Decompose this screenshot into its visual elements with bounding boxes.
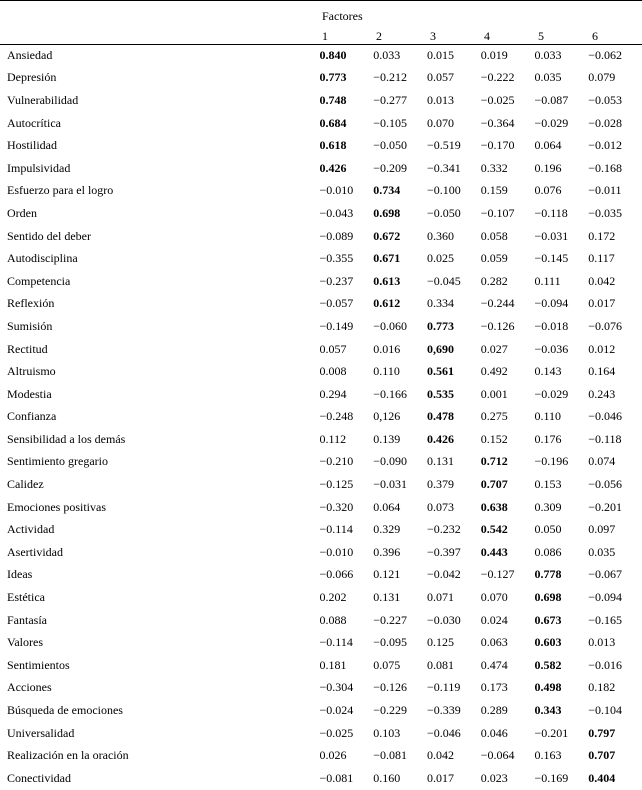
loading-factor-4: 0.059 (480, 251, 508, 266)
table-row (0, 315, 642, 338)
row-label: Valores (7, 635, 43, 650)
loading-factor-2: −0.095 (373, 635, 408, 650)
loading-factor-3: −0.046 (427, 725, 461, 740)
loading-factor-4: 0.024 (480, 612, 508, 627)
row-label: Confianza (7, 409, 57, 424)
loading-factor-5: −0.031 (534, 228, 569, 243)
loading-factor-4: 0.474 (480, 657, 508, 672)
loading-factor-6: −0.053 (588, 92, 622, 107)
row-label: Universalidad (7, 725, 75, 740)
table-row (0, 451, 642, 474)
loading-factor-4: 0.019 (480, 47, 508, 62)
loading-factor-2: −0.105 (373, 115, 408, 130)
row-label: Ansiedad (7, 47, 53, 62)
loading-factor-5: 0.603 (534, 635, 562, 650)
loading-factor-3: −0.339 (427, 703, 461, 718)
loading-factor-1: −0.210 (319, 454, 354, 469)
loading-factor-5: −0.145 (534, 251, 569, 266)
loading-factor-3: 0.426 (427, 431, 454, 446)
loading-factor-1: −0.066 (319, 567, 354, 582)
loading-factor-3: 0.042 (427, 748, 454, 763)
loading-factor-1: 0.294 (319, 386, 347, 401)
factor-header-1: 1 (322, 29, 328, 43)
row-label: Vulnerabilidad (7, 92, 79, 107)
loading-factor-4: 0.027 (480, 341, 508, 356)
loading-factor-5: −0.201 (534, 725, 569, 740)
loading-factor-2: 0.612 (373, 296, 401, 311)
loading-factor-5: 0.050 (534, 522, 562, 537)
loading-factor-4: 0.046 (480, 725, 508, 740)
loading-factor-1: 0.026 (319, 748, 347, 763)
loading-factor-1: 0.426 (319, 160, 347, 175)
loading-factor-1: −0.089 (319, 228, 354, 243)
table-row (0, 541, 642, 564)
loading-factor-6: 0.117 (588, 251, 615, 266)
loading-factor-4: −0.126 (480, 318, 515, 333)
loading-factor-1: −0.114 (319, 522, 353, 537)
loading-factor-5: 0.498 (534, 680, 562, 695)
factor-loadings-table (0, 44, 642, 790)
loading-factor-6: −0.076 (588, 318, 622, 333)
row-label: Reflexión (7, 296, 55, 311)
table-row (0, 518, 642, 541)
loading-factor-2: −0.060 (373, 318, 408, 333)
loading-factor-6: 0.404 (588, 770, 616, 785)
loading-factor-5: −0.169 (534, 770, 569, 785)
table-row (0, 338, 642, 361)
row-label: Orden (7, 205, 37, 220)
loading-factor-6: 0.079 (588, 70, 616, 85)
loading-factor-4: 0.001 (480, 386, 508, 401)
loading-factor-2: 0.075 (373, 657, 401, 672)
row-label: Rectitud (7, 341, 48, 356)
loading-factor-1: −0.010 (319, 183, 354, 198)
row-label: Modestia (7, 386, 52, 401)
loading-factor-4: 0.542 (480, 522, 508, 537)
row-label: Sumisión (7, 318, 53, 333)
loading-factor-1: −0.355 (319, 251, 354, 266)
loading-factor-1: 0.773 (319, 70, 347, 85)
loading-factor-1: 0.684 (319, 115, 347, 130)
loading-factor-6: −0.201 (588, 499, 622, 514)
loading-factor-6: 0.017 (588, 296, 616, 311)
loading-factor-4: 0.023 (480, 770, 508, 785)
loading-factor-1: 0.181 (319, 657, 347, 672)
loading-factor-2: −0.277 (373, 92, 408, 107)
loading-factor-5: 0.086 (534, 544, 562, 559)
loading-factor-4: −0.364 (480, 115, 515, 130)
loading-factor-6: 0.182 (588, 680, 616, 695)
loading-factor-4: 0.707 (480, 477, 508, 492)
loading-factor-6: 0.172 (588, 228, 616, 243)
table-row (0, 767, 642, 790)
loading-factor-3: 0.125 (427, 635, 454, 650)
loading-factor-3: −0.030 (427, 612, 461, 627)
loading-factor-5: 0.698 (534, 590, 562, 605)
row-label: Depresión (7, 70, 57, 85)
table-row (0, 383, 642, 406)
loading-factor-2: −0.126 (373, 680, 408, 695)
loading-factor-3: 0.073 (427, 499, 454, 514)
loading-factor-2: −0.212 (373, 70, 408, 85)
loading-factor-6: −0.094 (588, 590, 622, 605)
table-row (0, 225, 642, 248)
loading-factor-4: 0.443 (480, 544, 508, 559)
row-label: Sentido del deber (7, 228, 91, 243)
loading-factor-6: −0.062 (588, 47, 622, 62)
row-label: Sensibilidad a los demás (7, 431, 126, 446)
table-row (0, 89, 642, 112)
loading-factor-3: 0.025 (427, 251, 454, 266)
loading-factor-4: 0.289 (480, 703, 508, 718)
loading-factor-2: 0.110 (373, 364, 400, 379)
loading-factor-6: −0.046 (588, 409, 622, 424)
loading-factor-3: 0.561 (427, 364, 454, 379)
loading-factor-5: −0.196 (534, 454, 569, 469)
loading-factor-1: 0.112 (319, 431, 347, 446)
table-row (0, 609, 642, 632)
loading-factor-1: 0.748 (319, 92, 347, 107)
loading-factor-1: −0.024 (319, 703, 354, 718)
loading-factor-3: 0.017 (427, 770, 454, 785)
table-row (0, 654, 642, 677)
loading-factor-1: −0.057 (319, 296, 354, 311)
loading-factor-4: −0.064 (480, 748, 515, 763)
loading-factor-6: −0.056 (588, 477, 622, 492)
row-label: Altruismo (7, 364, 56, 379)
loading-factor-3: 0.478 (427, 409, 454, 424)
row-label: Hostilidad (7, 138, 57, 153)
table-row (0, 44, 642, 67)
loading-factor-4: −0.170 (480, 138, 515, 153)
table-row (0, 722, 642, 745)
loading-factor-2: 0.734 (373, 183, 401, 198)
loading-factor-3: −0.519 (427, 138, 461, 153)
factor-header-6: 6 (592, 29, 598, 43)
factor-header-3: 3 (430, 29, 436, 43)
loading-factor-3: 0.013 (427, 92, 454, 107)
loading-factor-5: 0.076 (534, 183, 562, 198)
table-row (0, 134, 642, 157)
loading-factor-5: 0.176 (534, 431, 562, 446)
loading-factor-6: −0.118 (588, 431, 622, 446)
loading-factor-1: −0.081 (319, 770, 354, 785)
loading-factor-6: 0.013 (588, 635, 616, 650)
top-rule (0, 0, 642, 1)
table-row (0, 112, 642, 135)
loading-factor-5: 0.111 (534, 273, 561, 288)
factor-header-4: 4 (484, 29, 490, 43)
loading-factor-5: −0.036 (534, 341, 569, 356)
table-row (0, 360, 642, 383)
factor-header-2: 2 (376, 29, 382, 43)
loading-factor-6: −0.067 (588, 567, 622, 582)
loading-factor-5: 0.035 (534, 70, 562, 85)
loading-factor-5: 0.163 (534, 748, 562, 763)
loading-factor-3: 0.360 (427, 228, 454, 243)
table-row (0, 202, 642, 225)
loading-factor-6: −0.016 (588, 657, 622, 672)
row-label: Fantasía (7, 612, 47, 627)
loading-factor-5: −0.087 (534, 92, 569, 107)
loading-factor-3: 0.334 (427, 296, 454, 311)
loading-factor-4: 0.638 (480, 499, 508, 514)
row-label: Asertividad (7, 544, 63, 559)
loading-factor-3: 0.070 (427, 115, 454, 130)
loading-factor-6: 0.035 (588, 544, 616, 559)
loading-factor-1: 0.840 (319, 47, 347, 62)
loading-factor-6: −0.168 (588, 160, 622, 175)
row-label: Sentimiento gregario (7, 454, 108, 469)
table-row (0, 744, 642, 767)
loading-factor-5: 0.153 (534, 477, 562, 492)
loading-factor-1: −0.149 (319, 318, 354, 333)
row-label: Calidez (7, 477, 44, 492)
factors-group-header: Factores (322, 9, 363, 23)
row-label: Esfuerzo para el logro (7, 183, 114, 198)
loading-factor-6: 0.097 (588, 522, 616, 537)
loading-factor-6: 0.707 (588, 748, 616, 763)
loading-factor-1: −0.043 (319, 205, 354, 220)
table-row (0, 496, 642, 519)
row-label: Impulsividad (7, 160, 71, 175)
loading-factor-5: −0.018 (534, 318, 569, 333)
loading-factor-6: −0.012 (588, 138, 622, 153)
loading-factor-6: 0.164 (588, 364, 616, 379)
loading-factor-4: −0.127 (480, 567, 515, 582)
loading-factor-4: 0.332 (480, 160, 508, 175)
loading-factor-5: 0.582 (534, 657, 562, 672)
row-label: Búsqueda de emociones (7, 703, 123, 718)
loading-factor-1: −0.248 (319, 409, 354, 424)
loading-factor-1: −0.237 (319, 273, 354, 288)
table-row (0, 428, 642, 451)
loading-factor-3: 0.773 (427, 318, 454, 333)
loading-factor-3: −0.119 (427, 680, 461, 695)
loading-factor-5: 0.673 (534, 612, 562, 627)
loading-factor-3: −0.042 (427, 567, 461, 582)
table-row (0, 699, 642, 722)
table-row (0, 180, 642, 203)
loading-factor-2: 0.396 (373, 544, 401, 559)
table-row (0, 473, 642, 496)
loading-factor-1: −0.320 (319, 499, 354, 514)
loading-factor-4: −0.222 (480, 70, 515, 85)
loading-factor-2: −0.031 (373, 477, 408, 492)
loading-factor-1: −0.125 (319, 477, 354, 492)
loading-factor-4: 0.282 (480, 273, 508, 288)
loading-factor-2: −0.229 (373, 703, 408, 718)
loading-factor-2: 0.121 (373, 567, 401, 582)
loading-factor-5: 0.110 (534, 409, 562, 424)
loading-factor-2: −0.090 (373, 454, 408, 469)
loading-factor-2: 0,126 (373, 409, 401, 424)
loading-factor-1: −0.010 (319, 544, 354, 559)
loading-factor-5: 0.143 (534, 364, 562, 379)
loading-factor-2: 0.672 (373, 228, 401, 243)
loading-factor-1: −0.114 (319, 635, 353, 650)
loading-factor-4: 0.159 (480, 183, 508, 198)
loading-factor-1: −0.304 (319, 680, 354, 695)
loading-factor-4: −0.025 (480, 92, 515, 107)
loading-factor-1: 0.088 (319, 612, 347, 627)
loading-factor-3: 0.535 (427, 386, 454, 401)
loading-factor-2: 0.160 (373, 770, 401, 785)
loading-factor-2: 0.064 (373, 499, 401, 514)
loading-factor-3: 0.081 (427, 657, 454, 672)
loading-factor-1: 0.057 (319, 341, 347, 356)
loading-factor-3: −0.232 (427, 522, 461, 537)
loading-factor-5: 0.309 (534, 499, 562, 514)
loading-factor-4: 0.492 (480, 364, 508, 379)
loading-factor-2: 0.139 (373, 431, 401, 446)
loading-factor-5: 0.778 (534, 567, 562, 582)
loading-factor-3: −0.100 (427, 183, 461, 198)
loading-factor-3: −0.341 (427, 160, 461, 175)
loading-factor-5: −0.029 (534, 115, 569, 130)
loading-factor-2: 0.671 (373, 251, 401, 266)
loading-factor-5: −0.118 (534, 205, 568, 220)
table-row (0, 247, 642, 270)
row-label: Autodisciplina (7, 251, 78, 266)
loading-factor-4: 0.275 (480, 409, 508, 424)
loading-factor-2: −0.081 (373, 748, 408, 763)
loading-factor-2: 0.103 (373, 725, 401, 740)
row-label: Autocrítica (7, 115, 61, 130)
loading-factor-2: 0.016 (373, 341, 401, 356)
loading-factor-2: −0.209 (373, 160, 408, 175)
loading-factor-6: 0.074 (588, 454, 616, 469)
loading-factor-1: 0.008 (319, 364, 347, 379)
loading-factor-4: −0.244 (480, 296, 515, 311)
loading-factor-6: −0.165 (588, 612, 622, 627)
loading-factor-4: 0.173 (480, 680, 508, 695)
loading-factor-2: 0.613 (373, 273, 401, 288)
loading-factor-3: −0.397 (427, 544, 461, 559)
loading-factor-3: 0.071 (427, 590, 454, 605)
loading-factor-3: 0,690 (427, 341, 454, 356)
row-label: Emociones positivas (7, 499, 106, 514)
row-label: Realización en la oración (7, 748, 129, 763)
loading-factor-2: −0.050 (373, 138, 408, 153)
loading-factor-6: 0.797 (588, 725, 616, 740)
loading-factor-3: 0.057 (427, 70, 454, 85)
loading-factor-6: −0.011 (588, 183, 622, 198)
loading-factor-5: 0.343 (534, 703, 562, 718)
row-label: Estética (7, 590, 45, 605)
loading-factor-5: 0.033 (534, 47, 562, 62)
loading-factor-1: −0.025 (319, 725, 354, 740)
loading-factor-5: 0.196 (534, 160, 562, 175)
table-row (0, 293, 642, 316)
loading-factor-5: −0.029 (534, 386, 569, 401)
loading-factor-1: 0.202 (319, 590, 347, 605)
loading-factor-5: −0.094 (534, 296, 569, 311)
row-label: Sentimientos (7, 657, 70, 672)
loading-factor-2: −0.227 (373, 612, 408, 627)
table-row (0, 564, 642, 587)
table-row (0, 631, 642, 654)
table-row (0, 406, 642, 429)
loading-factor-4: 0.063 (480, 635, 508, 650)
table-row (0, 157, 642, 180)
row-label: Actividad (7, 522, 55, 537)
table-row (0, 677, 642, 700)
loading-factor-1: 0.618 (319, 138, 347, 153)
loading-factor-4: 0.070 (480, 590, 508, 605)
loading-factor-2: −0.166 (373, 386, 408, 401)
loading-factor-4: 0.712 (480, 454, 508, 469)
loading-factor-6: −0.028 (588, 115, 622, 130)
row-label: Competencia (7, 273, 71, 288)
row-label: Ideas (7, 567, 33, 582)
loading-factor-6: 0.012 (588, 341, 616, 356)
table-row (0, 67, 642, 90)
loading-factor-4: 0.058 (480, 228, 508, 243)
loading-factor-2: 0.131 (373, 590, 401, 605)
loading-factor-6: 0.042 (588, 273, 616, 288)
factor-header-5: 5 (538, 29, 544, 43)
table-row (0, 586, 642, 609)
loading-factor-3: −0.045 (427, 273, 461, 288)
loading-factor-3: 0.015 (427, 47, 454, 62)
loading-factor-2: 0.033 (373, 47, 401, 62)
loading-factor-2: 0.329 (373, 522, 401, 537)
loading-factor-6: −0.104 (588, 703, 622, 718)
row-label: Acciones (7, 680, 52, 695)
loading-factor-6: 0.243 (588, 386, 616, 401)
loading-factor-3: −0.050 (427, 205, 461, 220)
table-row (0, 270, 642, 293)
loading-factor-3: 0.131 (427, 454, 454, 469)
loading-factor-4: 0.152 (480, 431, 508, 446)
loading-factor-3: 0.379 (427, 477, 454, 492)
loading-factor-6: −0.035 (588, 205, 622, 220)
row-label: Conectividad (7, 770, 71, 785)
loading-factor-2: 0.698 (373, 205, 401, 220)
loading-factor-5: 0.064 (534, 138, 562, 153)
loading-factor-4: −0.107 (480, 205, 515, 220)
